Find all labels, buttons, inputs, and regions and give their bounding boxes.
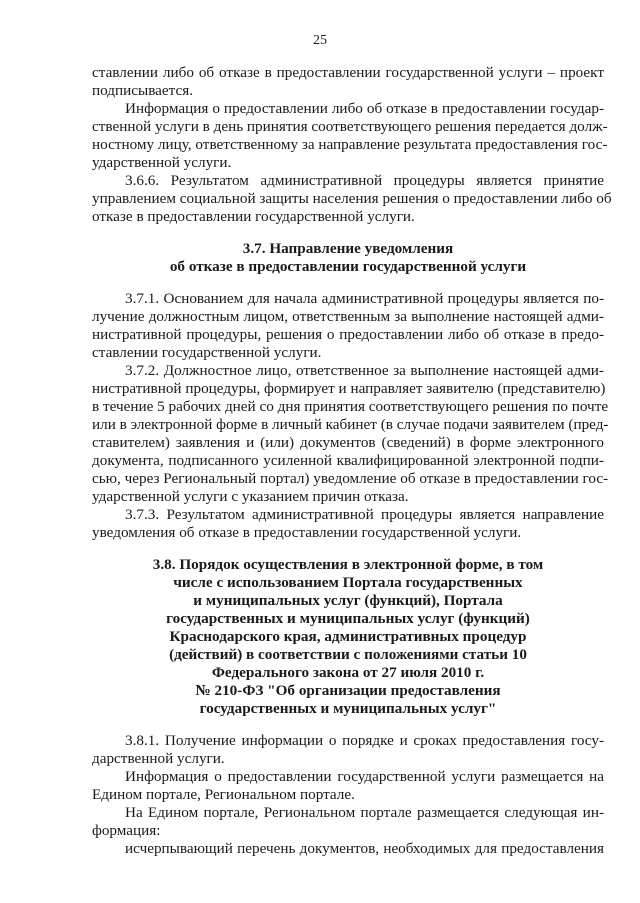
paragraph-line: Едином портале, Региональном портале. [92, 786, 355, 803]
paragraph-line: ударственной услуги с указанием причин отказа. [92, 488, 409, 505]
paragraph-line: нистративной процедуры, решения о предоставлении либо об отказе в предо- [92, 326, 604, 343]
section-heading: Краснодарского края, административных процедур [169, 628, 527, 645]
section-heading: государственных и муниципальных услуг" [199, 700, 497, 717]
paragraph-line: или в электронной форме в личный кабинет (в случае подачи заявителем (пред- [92, 416, 609, 433]
paragraph-line: нистративной процедуры, формирует и направляет заявителю (представителю) [92, 380, 606, 397]
paragraph-line: 3.7.1. Основанием для начала административной процедуры является по- [125, 290, 604, 307]
paragraph-line: На Едином портале, Региональном портале размещается следующая ин- [125, 804, 604, 821]
paragraph-line: ственной услуги в день принятия соответствующего решения передается долж- [92, 118, 608, 135]
paragraph-line: уведомления об отказе в предоставлении государственной услуги. [92, 524, 522, 541]
paragraph-line: подписывается. [92, 82, 194, 99]
paragraph-line: дарственной услуги. [92, 750, 225, 767]
paragraph-line: ностному лицу, ответственному за направление результата предоставления гос- [92, 136, 608, 153]
paragraph-line: формация: [92, 822, 161, 839]
paragraph-line: 3.7.2. Должностное лицо, ответственное за выполнение настоящей адми- [125, 362, 604, 379]
section-heading: Федерального закона от 27 июля 2010 г. [211, 664, 485, 681]
paragraph-line: 3.6.6. Результатом административной процедуры является принятие [125, 172, 604, 189]
paragraph-line: лучение должностным лицом, ответственным за выполнение настоящей адми- [92, 308, 604, 325]
section-heading: (действий) в соответствии с положениями статьи 10 [169, 646, 527, 663]
paragraph-line: документа, подписанного усиленной квалифицированной электронной подпи- [92, 452, 604, 469]
paragraph-line: управлением социальной защиты населения решения о предоставлении либо об [92, 190, 612, 207]
paragraph-line: ставлении либо об отказе в предоставлении государственной услуги – проект [92, 64, 604, 81]
section-heading: государственных и муниципальных услуг (функций) [166, 610, 530, 627]
paragraph-line: ставлении государственной услуги. [92, 344, 322, 361]
paragraph-line: 3.8.1. Получение информации о порядке и сроках предоставления госу- [125, 732, 604, 749]
paragraph-line: ставителем) заявления и (или) документов (сведений) в форме электронного [92, 434, 604, 451]
section-heading: об отказе в предоставлении государственной услуги [169, 258, 527, 275]
section-heading: 3.7. Направление уведомления [242, 240, 454, 257]
section-heading: 3.8. Порядок осуществления в электронной форме, в том [152, 556, 544, 573]
paragraph-line: отказе в предоставлении государственной услуги. [92, 208, 415, 225]
section-heading: и муниципальных услуг (функций), Портала [193, 592, 503, 609]
paragraph-line: ударственной услуги. [92, 154, 232, 171]
page-number: 25 [313, 33, 327, 48]
paragraph-line: сью, через Региональный портал) уведомление об отказе в предоставлении гос- [92, 470, 609, 487]
section-heading: № 210-ФЗ "Об организации предоставления [195, 682, 501, 699]
paragraph-line: исчерпывающий перечень документов, необходимых для предоставления [125, 840, 604, 857]
paragraph-line: Информация о предоставлении либо об отказе в предоставлении государ- [125, 100, 604, 117]
section-heading: числе с использованием Портала государственных [173, 574, 523, 591]
paragraph-line: 3.7.3. Результатом административной процедуры является направление [125, 506, 604, 523]
paragraph-line: в течение 5 рабочих дней со дня принятия соответствующего решения по почте [92, 398, 609, 415]
paragraph-line: Информация о предоставлении государственной услуги размещается на [125, 768, 604, 785]
